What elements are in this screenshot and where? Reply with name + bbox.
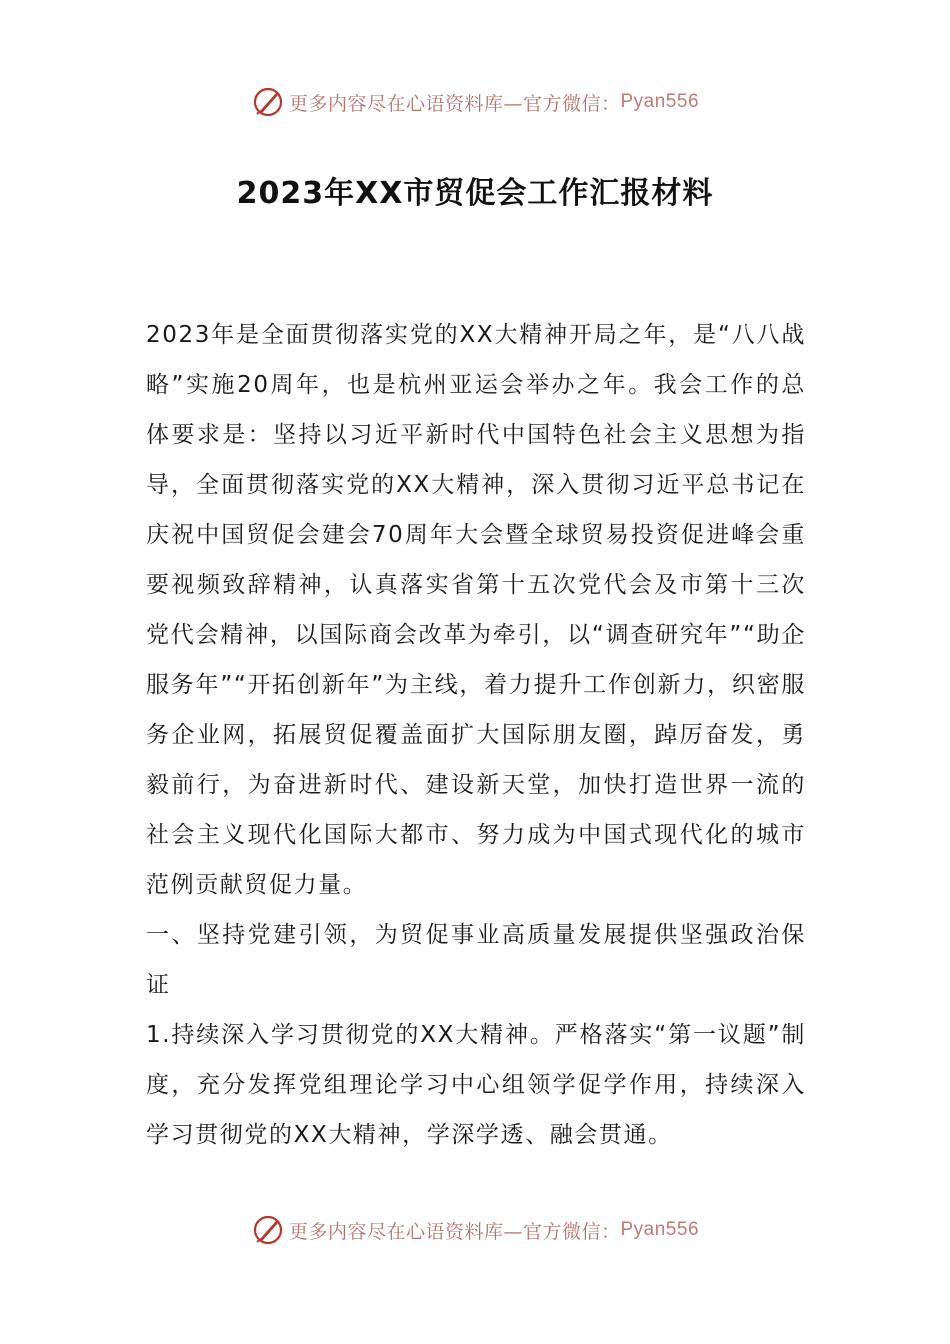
footer-wechat-id: Pyan556	[620, 1219, 700, 1240]
header-wechat-id: Pyan556	[620, 91, 700, 112]
header-banner	[0, 82, 950, 122]
quill-logo-icon	[251, 85, 285, 119]
quill-logo-icon	[251, 1213, 285, 1247]
footer-banner	[0, 1210, 950, 1250]
document-body	[146, 310, 806, 1160]
section-heading-1: 一、坚持党建引领，为贸促事业高质量发展提供坚强政治保证	[146, 922, 806, 998]
footer-banner-text: 更多内容尽在心语资料库—官方微信：	[288, 1220, 621, 1243]
paragraph-intro: 2023年是全面贯彻落实党的XX大精神开局之年，是“八八战略”实施20周年，也是杭州亚运会举办之年。我会工作的总体要求是：坚持以习近平新时代中国特色社会主义思想为指导，全面贯彻落实党的XX大精神，深入贯彻习近平总书记在庆祝中国贸促会建会70周年大会暨全球贸易投资促进峰会重要视频致辞精神，认真落实省第十五次党代会及市第十三次党代会精神，以国际商会改革为牵引，以“调查研究年”“助企服务年”“开拓创新年”为主线，着力提升工作创新力，织密服务企业网，拓展贸促覆盖面扩大国际朋友圈，踔厉奋发，勇毅前行，为奋进新时代、建设新天堂，加快打造世界一流的社会主义现代化国际大都市、努力成为中国式现代化的城市范例贡献贸促力量。	[146, 322, 806, 898]
paragraph-item-1: 1.持续深入学习贯彻党的XX大精神。严格落实“第一议题”制度，充分发挥党组理论学习中心组领学促学作用，持续深入学习贯彻党的XX大精神，学深学透、融会贯通。	[146, 1022, 806, 1148]
document-title: 2023年XX市贸促会工作汇报材料	[236, 176, 714, 211]
header-banner-text: 更多内容尽在心语资料库—官方微信：	[288, 92, 621, 115]
